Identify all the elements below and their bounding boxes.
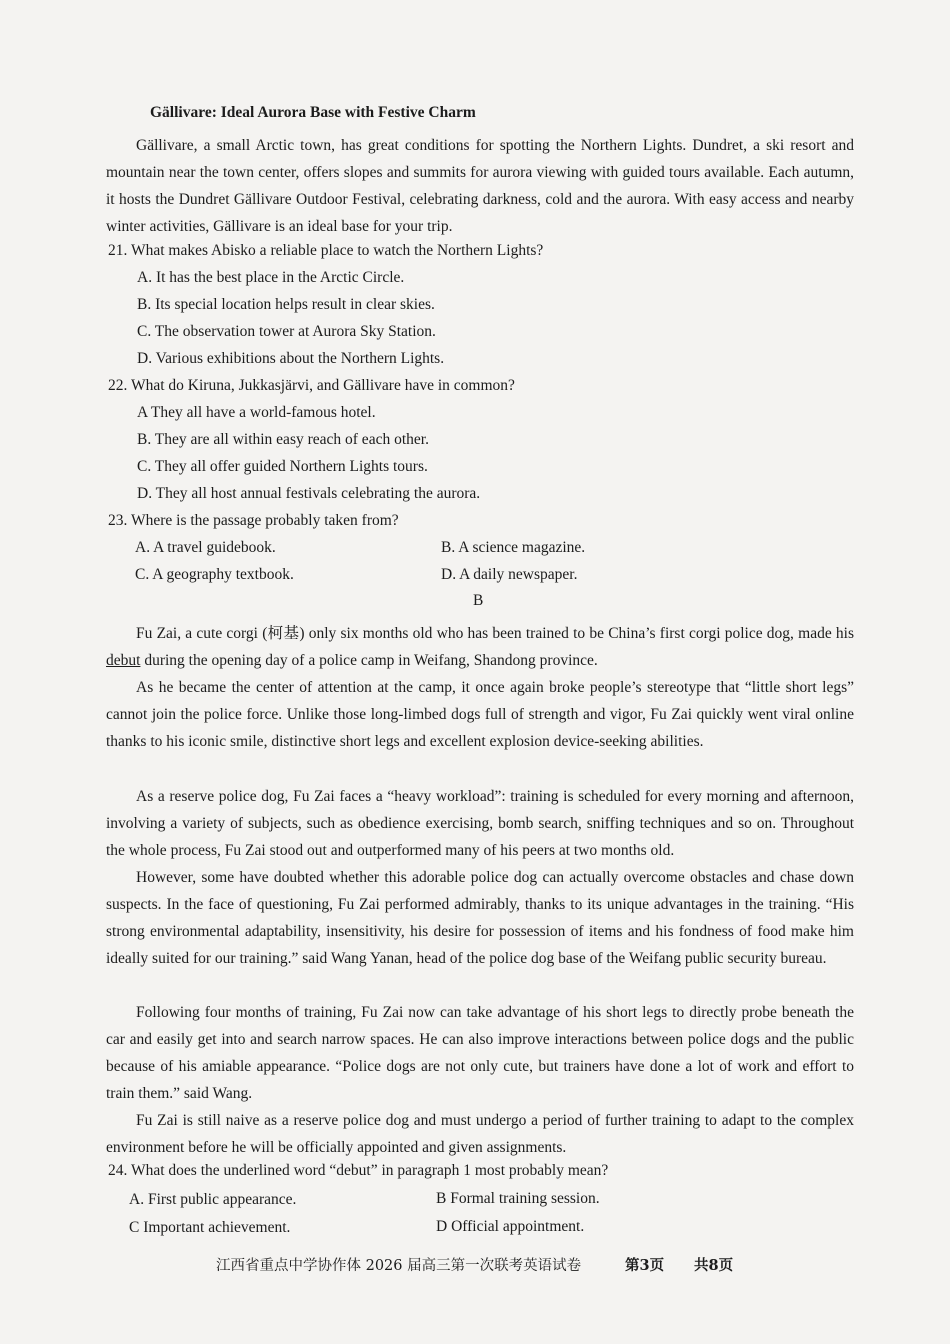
passage-b-paragraph-3: As a reserve police dog, Fu Zai faces a “heavy workload”: training is scheduled for every morning and afternoon, involving a variety of subjects, such as obedience exercising, bomb search, sniffing techniques and so on. Throughout the whole process, Fu Zai stood out and outperformed many of his peers at two months old.: [106, 788, 854, 859]
passage-b-paragraph-1: [106, 620, 854, 674]
question-23-option-c: C. A geography textbook.: [135, 566, 294, 583]
passage-b-paragraph-5: Following four months of training, Fu Zai now can take advantage of his short legs to directly probe beneath the car and easily get into and search narrow spaces. He can also improve interactions between police dogs and the public because of his amiable appearance. “Police dogs are not only cute, but trainers have done a lot of work and effort to train them.” said Wang.: [106, 1004, 854, 1102]
question-21-stem: 21. What makes Abisko a reliable place to watch the Northern Lights?: [108, 242, 544, 259]
p1-after: during the opening day of a police camp in Weifang, Shandong province.: [140, 652, 598, 669]
question-22-option-b: B. They are all within easy reach of each other.: [137, 431, 429, 448]
question-24-option-c: C Important achievement.: [129, 1219, 291, 1236]
question-23-stem: 23. Where is the passage probably taken from?: [108, 512, 399, 529]
section-b-label: B: [473, 592, 484, 609]
question-21-option-d: D. Various exhibitions about the Northern Lights.: [137, 350, 445, 367]
gallivare-paragraph: Gällivare, a small Arctic town, has great conditions for spotting the Northern Lights. Dundret, a ski resort and mountain near the town center, offers slopes and summits for aurora viewing with guided tours available. Each autumn, it hosts the Dundret Gällivare Outdoor Festival, celebrating darkness, cold and the aurora. With easy access and nearby winter activities, Gällivare is an ideal base for your trip.: [106, 137, 854, 235]
passage-b-paragraph-6: Fu Zai is still naive as a reserve police dog and must undergo a period of further training to adapt to the complex environment before he will be officially appointed and given assignments.: [106, 1112, 854, 1156]
question-23-option-a: A. A travel guidebook.: [135, 539, 276, 556]
question-21-option-a: A. It has the best place in the Arctic Circle.: [137, 269, 405, 286]
question-22-stem: 22. What do Kiruna, Jukkasjärvi, and Gällivare have in common?: [108, 377, 515, 394]
question-22-option-a: A They all have a world-famous hotel.: [137, 404, 376, 421]
footer-page-current: 第3页: [625, 1257, 665, 1274]
footer-exam-title: 江西省重点中学协作体 2026 届高三第一次联考英语试卷: [216, 1258, 582, 1274]
gallivare-heading: Gällivare: Ideal Aurora Base with Festive Charm: [150, 104, 476, 121]
question-23-option-b: B. A science magazine.: [441, 539, 586, 556]
question-24-option-d: D Official appointment.: [436, 1218, 585, 1235]
footer-page-total: 共8页: [694, 1257, 734, 1274]
question-21-option-c: C. The observation tower at Aurora Sky Station.: [137, 323, 436, 340]
question-24-stem: 24. What does the underlined word “debut” in paragraph 1 most probably mean?: [108, 1162, 609, 1179]
question-22-option-c: C. They all offer guided Northern Lights tours.: [137, 458, 428, 475]
question-23-option-d: D. A daily newspaper.: [441, 566, 578, 583]
passage-b-paragraph-4: However, some have doubted whether this adorable police dog can actually overcome obstacles and chase down suspects. In the face of questioning, Fu Zai performed admirably, thanks to its unique advantages in the training. “His strong environmental adaptability, insensitivity, his desire for possession of items and his fondness of food make him ideally suited for our training.” said Wang Yanan, head of the police dog base of the Weifang public security bureau.: [106, 869, 854, 967]
passage-b-paragraph-2: As he became the center of attention at the camp, it once again broke people’s stereotype that “little short legs” cannot join the police force. Unlike those long-limbed dogs full of strength and vigor, Fu Zai quickly went viral online thanks to his iconic smile, distinctive short legs and excellent explosion device-seeking abilities.: [106, 679, 854, 750]
question-22-option-d: D. They all host annual festivals celebrating the aurora.: [137, 485, 481, 502]
p1-before: Fu Zai, a cute corgi (柯基) only six months old who has been trained to be China’s first corgi police dog, made his: [136, 625, 854, 642]
question-24-option-a: A. First public appearance.: [129, 1191, 297, 1208]
question-24-option-b: B Formal training session.: [436, 1190, 600, 1207]
question-21-option-b: B. Its special location helps result in clear skies.: [137, 296, 435, 313]
underlined-word-debut: debut: [106, 652, 141, 669]
